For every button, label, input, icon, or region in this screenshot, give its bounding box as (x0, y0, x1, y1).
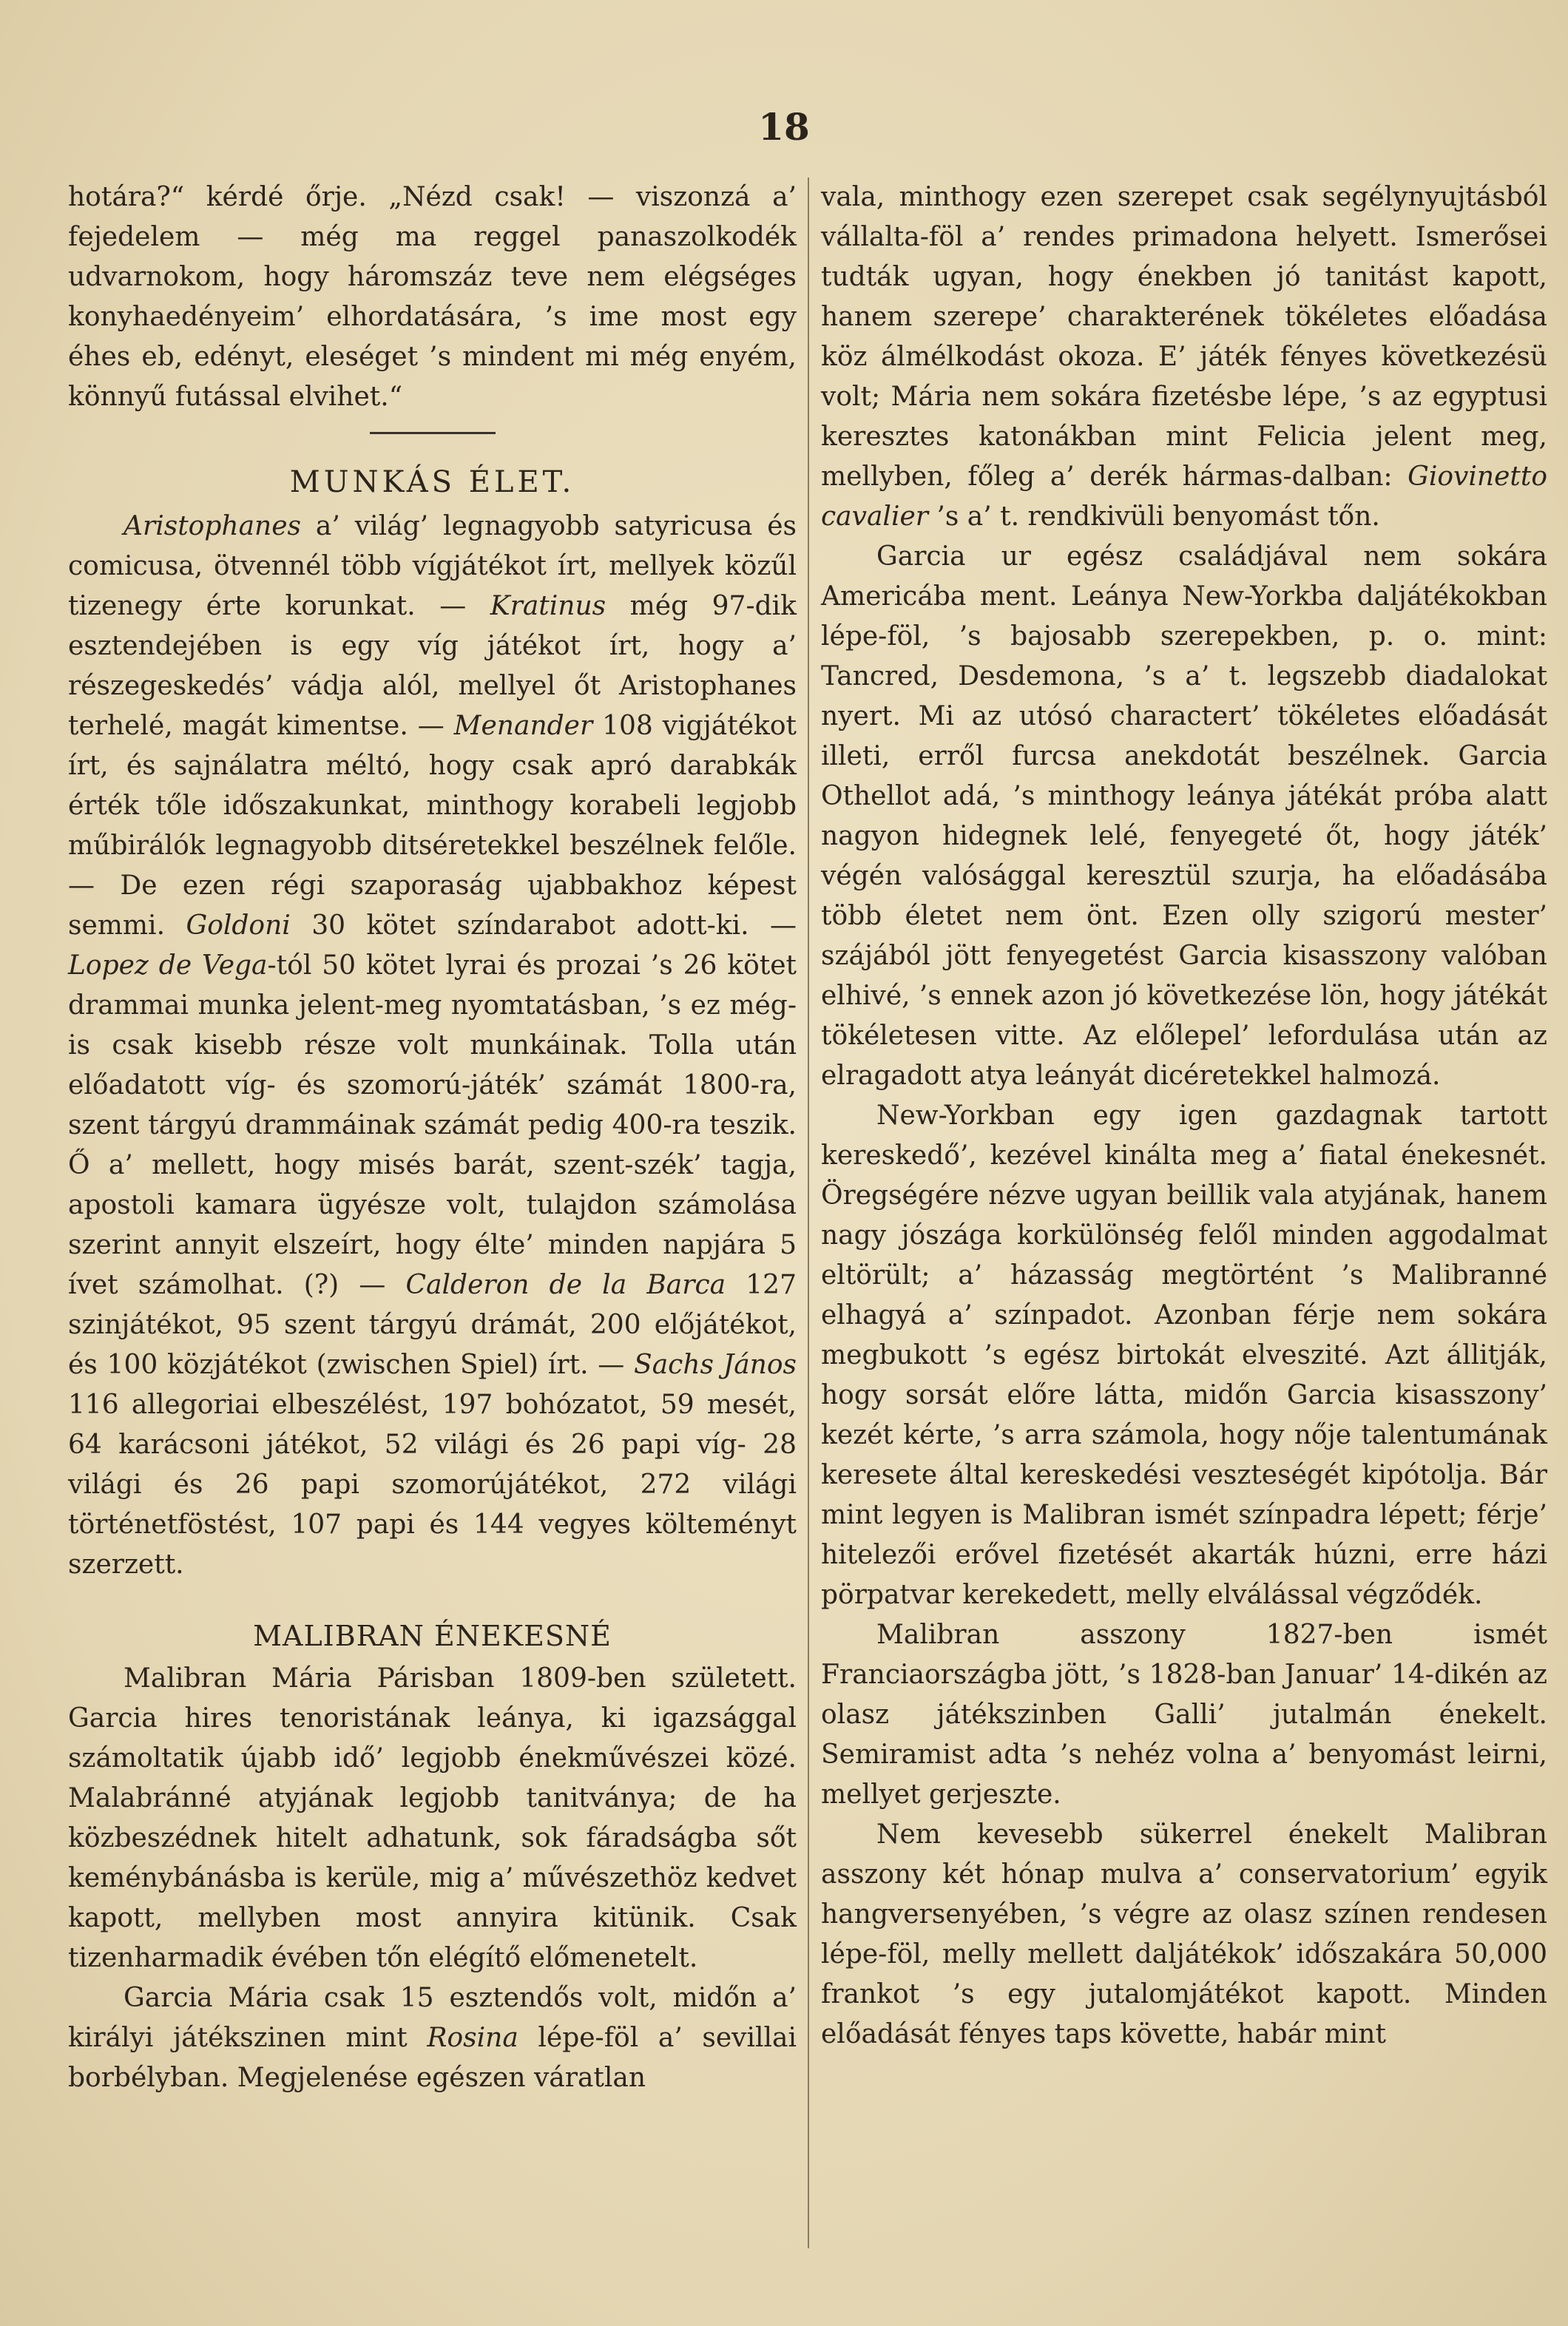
right-p1-text-run: vala, minthogy ezen szerepet csak segélynyujtásból vállalta-föl a’ rendes primadona helyett. Ismerősei tudták ugyan, hogy énekben jó tanitást kapott, hanem szerepe’ charakterének tökéletes előadása köz álmélkodást okoza. E’ játék fényes következésü volt; Mária nem sokára fizetésbe lépe, ’s az egyptusi keresztes katonákban mint Felicia jelent meg, mellyben, főleg a’ derék hármas-dalban: (821, 182, 1547, 492)
malibran-paragraph-2 (68, 1978, 797, 2098)
section-title-malibran: MALIBRAN ÉNEKESNÉ (253, 1620, 612, 1652)
munkas-elet-italic-run: Menander (453, 711, 593, 741)
malibran-paragraph-1: Malibran Mária Párisban 1809-ben született. Garcia hires tenoristának leánya, ki igazsággal számoltatik újabb idő’ legjobb énekművészei közé. Malabránné atyjának legjobb tanitványa; de ha közbeszédnek hitelt adhatunk, sok fáradságba sőt keménybánásba is kerüle, mig a’ művészethöz kedvet kapott, mellyben most annyira kitünik. Csak tizenharmadik évében tőn elégítő előmenetelt. (68, 1663, 797, 1973)
munkas-elet-italic-run: Sachs János (634, 1350, 797, 1380)
malibran-p2-italic-run: Rosina (427, 2023, 518, 2053)
left-column (68, 178, 797, 2098)
right-paragraph-5: Nem kevesebb sükerrel énekelt Malibran asszony két hónap mulva a’ conservatorium’ egyik hangversenyében, ’s végre az olasz színen rendesen lépe-föl, melly mellett daljátékok’ időszakára 50,000 frankot ’s egy jutalomjátékot kapott. Minden előadását fényes taps követte, habár mint (821, 1819, 1547, 2049)
munkas-elet-italic-run: Kratinus (490, 591, 606, 621)
munkas-elet-text-run: 30 kötet színdarabot adott-ki. — (290, 910, 797, 941)
munkas-elet-text-run: 127 szinjátékot, 95 szent tárgyú drámát, 200 előjátékot, és 100 közjátékot (zwischen Spiel) írt. — (68, 1270, 797, 1380)
munkas-elet-paragraph (68, 507, 797, 1585)
malibran-p2-text-run: Garcia Mária csak 15 esztendős volt, midőn a’ királyi játékszinen mint (68, 1983, 797, 2053)
munkas-elet-italic-run: Goldoni (186, 910, 291, 941)
munkas-elet-text-run: -tól 50 kötet lyrai és prozai ’s 26 kötet drammai munka jelent-meg nyomtatásban, ’s ez még-is csak kisebb része volt munkáinak. Tolla után előadatott víg- és szomorú-játék’ számát 1800-ra, szent tárgyú drammáinak számát pedig 400-ra teszik. Ő a’ mellett, hogy misés barát, szent-szék’ tagja, apostoli kamara ügyésze volt, tulajdon számolása szerint annyit elszeírt, hogy élte’ minden napjára 5 ívet számolhat. (?) — (68, 950, 797, 1300)
right-column (821, 178, 1547, 2055)
right-paragraph-2: Garcia ur egész családjával nem sokára Americába ment. Leánya New-Yorkba daljátékokban lépe-föl, ’s bajosabb szerepekben, p. o. mint: Tancred, Desdemona, ’s a’ t. legszebb diadalokat nyert. Mi az utósó charactert’ tökéletes előadását illeti, erről furcsa anekdotát beszélnek. Garcia Othellot adá, ’s minthogy leánya játékát próba alatt nagyon hidegnek lelé, fenyegeté őt, hogy játék’ végén valósággal keresztül szurja, ha előadásába több életet nem önt. Ezen olly szigorú mester’ szájából jött fenyegetést Garcia kisasszony valóban elhivé, ’s ennek azon jó következése lön, hogy játékát tökéletesen vitte. Az előlepel’ lefordulása után az elragadott atya leányát dicéretekkel halmozá. (821, 541, 1547, 1091)
column-divider (808, 178, 809, 2248)
right-paragraph-1 (821, 178, 1547, 537)
munkas-elet-text-run: 116 allegoriai elbeszélést, 197 bohózatot, 59 mesét, 64 karácsoni játékot, 52 világi és 26 papi víg- 28 világi és 26 papi szomorújátékot, 272 világi történetföstést, 107 papi és 144 vegyes költeményt szerzett. (68, 1390, 797, 1580)
section-title-munkas-elet: MUNKÁS ÉLET. (289, 465, 575, 499)
right-p1-text-run: ’s a’ t. rendkivüli benyomást tőn. (927, 501, 1380, 532)
right-paragraph-4: Malibran asszony 1827-ben ismét Franciaországba jött, ’s 1828-ban Januar’ 14-dikén az olasz játékszinben Galli’ jutalmán énekelt. Semiramist adta ’s nehéz volna a’ benyomást leirni, mellyet gerjeszte. (821, 1620, 1547, 1810)
munkas-elet-text-run: a’ világ’ legnagyobb satyricusa és comicusa, ötvennél több vígjátékot írt, mellyek közűl tizenegy érte korunkat. — (68, 511, 797, 621)
right-p1-italic-run: Giovinetto cavalier (821, 462, 1547, 532)
page-number: 18 (758, 105, 810, 149)
malibran-p2-text-run: lépe-föl a’ sevillai borbélyban. Megjelenése egészen váratlan (68, 2023, 797, 2093)
intro-paragraph: hotára?“ kérdé őrje. „Nézd csak! — viszonzá a’ fejedelem — még ma reggel panaszolkodék udvarnokom, hogy háromszáz teve nem elégséges konyhaedényeim’ elhordatására, ’s ime most egy éhes eb, edényt, eleséget ’s mindent mi még enyém, könnyű futással elvihet.“ (68, 182, 797, 412)
munkas-elet-italic-run: Calderon de la Barca (405, 1270, 726, 1300)
right-paragraph-3: New-Yorkban egy igen gazdagnak tartott kereskedő’, kezével kinálta meg a’ fiatal énekesnét. Öregségére nézve ugyan beillik vala atyjának, hanem nagy jószága korkülönség felől minden aggodalmat eltörült; a’ házasság megtörtént ’s Malibranné elhagyá a’ színpadot. Azonban férje nem sokára megbukott ’s egész birtokát elveszité. Azt állitják, hogy sorsát előre látta, midőn Garcia kisasszony’ kezét kérte, ’s arra számola, hogy nője talentumának keresete által kereskedési veszteségét kipótolja. Bár mint legyen is Malibran ismét színpadra lépett; férje’ hitelezői erővel fizetését akarták húzni, erre házi pörpatvar kerekedett, melly elválással végződék. (821, 1101, 1547, 1610)
munkas-elet-text-run: 108 vigjátékot írt, és sajnálatra méltó, hogy csak apró darabkák érték tőle időszakunkat, minthogy korabeli legjobb műbirálók legnagyobb ditséretekkel beszélnek felőle. — De ezen régi szaporaság ujabbakhoz képest semmi. (68, 711, 797, 941)
section-divider-rule (370, 432, 496, 434)
munkas-elet-italic-run: Aristophanes (124, 511, 301, 541)
munkas-elet-text-run: még 97-dik esztendejében is egy víg játékot írt, hogy a’ részegeskedés’ vádja alól, mellyel őt Aristophanes terhelé, magát kimentse. — (68, 591, 797, 741)
munkas-elet-italic-run: Lopez de Vega (68, 950, 268, 981)
